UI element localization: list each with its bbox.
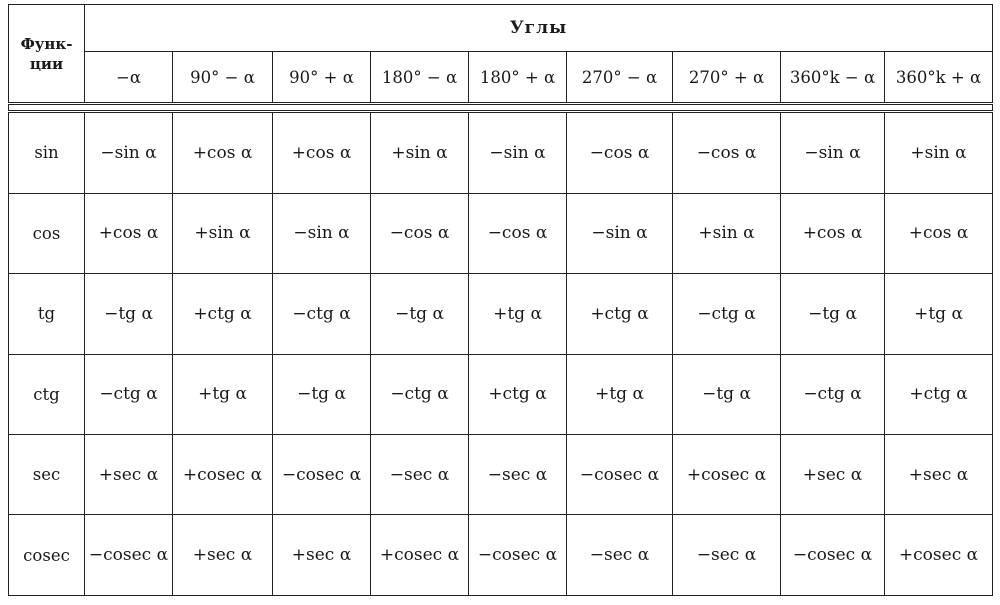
value-cell: +ctg α <box>567 274 673 354</box>
value-cell: +sin α <box>885 112 993 193</box>
table-row <box>9 515 993 596</box>
value-cell: +tg α <box>469 274 567 354</box>
function-name-cell: cos <box>9 193 85 273</box>
function-name-cell: tg <box>9 274 85 354</box>
value-cell: +cosec α <box>673 434 781 514</box>
value-cell: −ctg α <box>273 274 371 354</box>
value-cell: −cosec α <box>469 515 567 596</box>
table-row <box>9 274 993 354</box>
value-cell: −sin α <box>273 193 371 273</box>
angle-header: 270° + α <box>673 52 781 104</box>
value-cell: −sin α <box>85 112 173 193</box>
value-cell: −sec α <box>469 434 567 514</box>
value-cell: −sin α <box>567 193 673 273</box>
value-cell: −cos α <box>469 193 567 273</box>
functions-column-header <box>9 5 85 104</box>
value-cell: +ctg α <box>885 354 993 434</box>
reduction-formulas-table-wrapper <box>8 4 992 596</box>
table-row <box>9 193 993 273</box>
value-cell: +tg α <box>173 354 273 434</box>
value-cell: −tg α <box>781 274 885 354</box>
angle-header: 90° + α <box>273 52 371 104</box>
value-cell: −cosec α <box>567 434 673 514</box>
header-row-1 <box>9 5 993 52</box>
value-cell: −sin α <box>469 112 567 193</box>
reduction-formulas-table <box>8 4 993 596</box>
value-cell: +sin α <box>371 112 469 193</box>
functions-label-line1: Функ- <box>20 34 73 53</box>
angle-header: 90° − α <box>173 52 273 104</box>
function-name-cell: sec <box>9 434 85 514</box>
value-cell: −cos α <box>567 112 673 193</box>
header-row-angles <box>9 52 993 104</box>
value-cell: −sin α <box>781 112 885 193</box>
value-cell: −ctg α <box>781 354 885 434</box>
value-cell: −cosec α <box>273 434 371 514</box>
value-cell: −ctg α <box>85 354 173 434</box>
value-cell: +sin α <box>173 193 273 273</box>
separator-cell <box>9 104 993 112</box>
angles-group-header: Углы <box>85 5 993 52</box>
value-cell: −cosec α <box>781 515 885 596</box>
table-row <box>9 434 993 514</box>
value-cell: +cos α <box>885 193 993 273</box>
value-cell: −sec α <box>567 515 673 596</box>
angle-header: 360°k − α <box>781 52 885 104</box>
value-cell: +sec α <box>173 515 273 596</box>
angle-header: 270° − α <box>567 52 673 104</box>
value-cell: −sec α <box>371 434 469 514</box>
value-cell: +sin α <box>673 193 781 273</box>
value-cell: +cosec α <box>371 515 469 596</box>
value-cell: +sec α <box>273 515 371 596</box>
value-cell: +cos α <box>173 112 273 193</box>
value-cell: −tg α <box>273 354 371 434</box>
value-cell: +tg α <box>567 354 673 434</box>
value-cell: +sec α <box>781 434 885 514</box>
function-name-cell: cosec <box>9 515 85 596</box>
table-row <box>9 112 993 193</box>
value-cell: +sec α <box>85 434 173 514</box>
value-cell: −tg α <box>371 274 469 354</box>
header-separator <box>9 104 993 112</box>
table-row <box>9 354 993 434</box>
functions-label-line2: ции <box>29 54 64 73</box>
value-cell: −cos α <box>371 193 469 273</box>
value-cell: +cos α <box>781 193 885 273</box>
angle-header: 180° + α <box>469 52 567 104</box>
value-cell: +sec α <box>885 434 993 514</box>
value-cell: −ctg α <box>371 354 469 434</box>
value-cell: −ctg α <box>673 274 781 354</box>
angle-header: −α <box>85 52 173 104</box>
value-cell: +cos α <box>85 193 173 273</box>
value-cell: +tg α <box>885 274 993 354</box>
angle-header: 180° − α <box>371 52 469 104</box>
value-cell: −sec α <box>673 515 781 596</box>
function-name-cell: ctg <box>9 354 85 434</box>
value-cell: −cos α <box>673 112 781 193</box>
value-cell: +cosec α <box>885 515 993 596</box>
value-cell: +cosec α <box>173 434 273 514</box>
value-cell: −cosec α <box>85 515 173 596</box>
angle-header: 360°k + α <box>885 52 993 104</box>
value-cell: −tg α <box>85 274 173 354</box>
value-cell: +ctg α <box>469 354 567 434</box>
value-cell: −tg α <box>673 354 781 434</box>
value-cell: +ctg α <box>173 274 273 354</box>
value-cell: +cos α <box>273 112 371 193</box>
function-name-cell: sin <box>9 112 85 193</box>
